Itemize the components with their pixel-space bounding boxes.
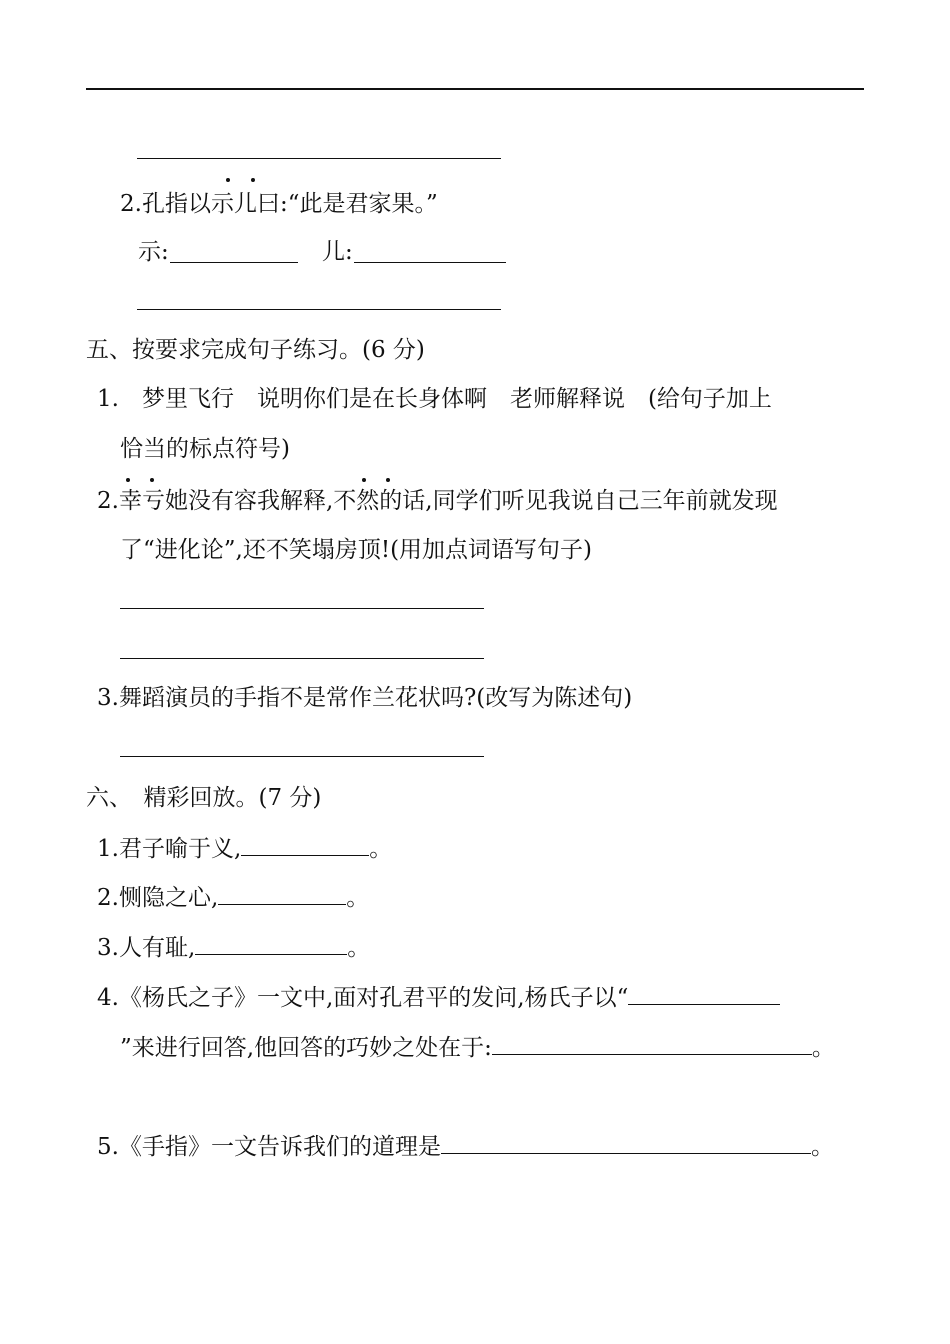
answer-blank[interactable] — [218, 882, 346, 905]
question-6-4-text: 4.《杨氏之子》一文中,面对孔君平的发问,杨氏子以“ — [97, 985, 629, 1011]
question-6-3 — [97, 932, 370, 963]
question-6-4-text-2: ”来进行回答,他回答的巧妙之处在于: — [120, 1035, 492, 1061]
period: 。 — [811, 1035, 835, 1061]
answer-blank-shi[interactable] — [170, 262, 298, 263]
period: 。 — [347, 935, 371, 961]
answer-line[interactable] — [137, 309, 501, 310]
question-6-4-line2 — [120, 1032, 835, 1063]
answer-blank[interactable] — [241, 833, 369, 856]
question-6-4-line1 — [97, 982, 780, 1013]
label-shi: 示: — [138, 239, 169, 265]
emphasis-dot — [150, 478, 154, 482]
emphasis-dot — [226, 178, 230, 182]
question-4-2: 2.孔指以示儿曰:“此是君家果。” — [120, 191, 438, 217]
question-5-2-line1: 2.幸亏她没有容我解释,不然的话,同学们听见我说自己三年前就发现 — [97, 488, 778, 514]
question-6-2 — [97, 882, 369, 913]
answer-blank[interactable] — [628, 982, 780, 1005]
answer-blank-er[interactable] — [354, 262, 506, 263]
answer-blank[interactable] — [492, 1032, 812, 1055]
section-6-title: 六、 精彩回放。(7 分) — [86, 785, 322, 811]
question-5-1-line1: 1. 梦里飞行 说明你们是在长身体啊 老师解释说 (给句子加上 — [97, 386, 772, 412]
emphasis-dot — [251, 178, 255, 182]
answer-line[interactable] — [137, 158, 501, 159]
question-6-3-text: 3.人有耻, — [97, 935, 196, 961]
question-6-5-text: 5.《手指》一文告诉我们的道理是 — [97, 1134, 441, 1160]
period: 。 — [810, 1134, 834, 1160]
section-5-title: 五、按要求完成句子练习。(6 分) — [86, 337, 425, 363]
question-6-1-text: 1.君子喻于义, — [97, 836, 242, 862]
answer-line[interactable] — [120, 756, 484, 757]
question-6-1 — [97, 833, 392, 864]
question-5-2-line2: 了“进化论”,还不笑塌房顶!(用加点词语写句子) — [120, 537, 593, 563]
emphasis-dot — [362, 478, 366, 482]
question-5-3: 3.舞蹈演员的手指不是常作兰花状吗?(改写为陈述句) — [97, 685, 633, 711]
header-rule — [86, 88, 864, 90]
period: 。 — [346, 885, 370, 911]
answer-line[interactable] — [120, 658, 484, 659]
period: 。 — [369, 836, 393, 862]
answer-line[interactable] — [120, 608, 484, 609]
question-5-1-line2: 恰当的标点符号) — [120, 436, 290, 462]
question-6-5 — [97, 1131, 834, 1162]
emphasis-dot — [386, 478, 390, 482]
answer-blank[interactable] — [441, 1131, 811, 1154]
answer-blank[interactable] — [195, 932, 347, 955]
emphasis-dot — [126, 478, 130, 482]
label-er: 儿: — [322, 239, 353, 265]
question-6-2-text: 2.恻隐之心, — [97, 885, 219, 911]
